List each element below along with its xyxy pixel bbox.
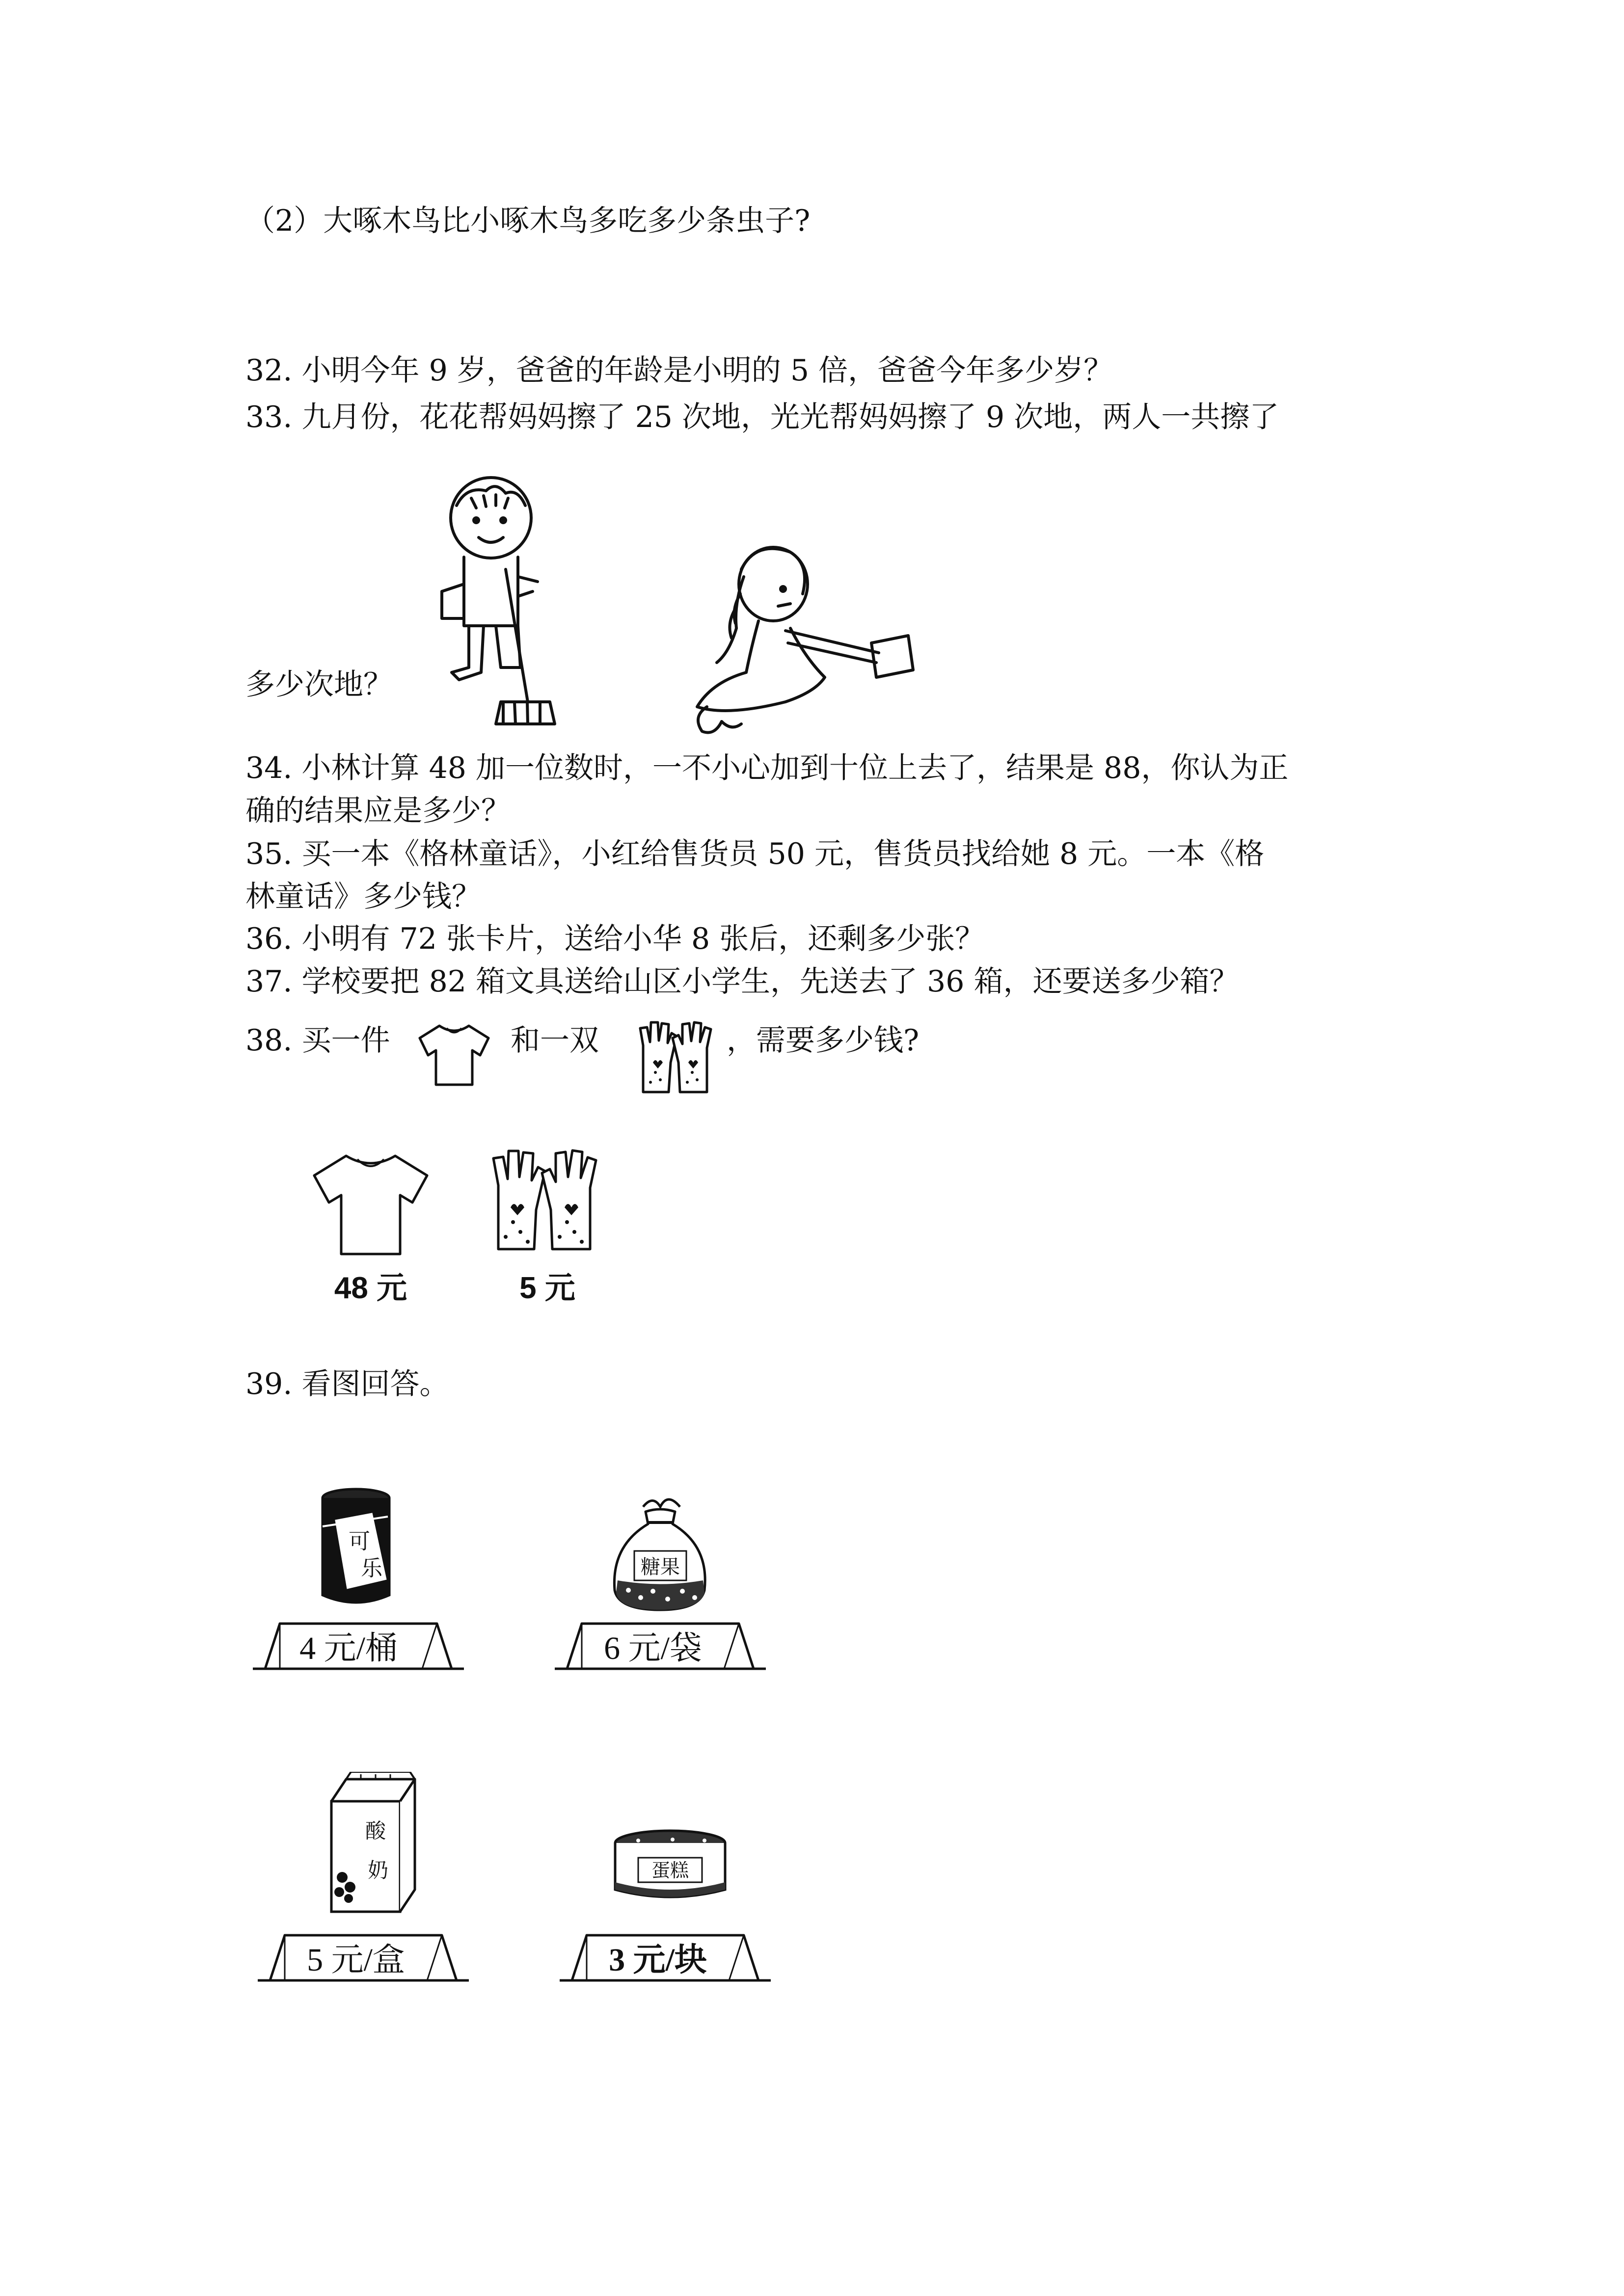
- yogurt-price-tag: [255, 1931, 471, 1985]
- gloves-price-illustration: [486, 1144, 614, 1310]
- q39-title: 39. 看图回答。: [245, 1367, 449, 1401]
- gloves-inline-icon: [633, 1018, 717, 1097]
- candy-price: 6 元/袋: [604, 1630, 702, 1666]
- shirt-price-illustration: [309, 1148, 432, 1310]
- girl-wiping-illustration: [677, 530, 923, 741]
- candy-label: 糖果: [641, 1556, 680, 1578]
- q32: 32. 小明今年 9 岁，爸爸的年龄是小明的 5 倍，爸爸今年多少岁？: [245, 353, 1113, 388]
- yogurt-box-illustration: [322, 1772, 425, 1914]
- candy-bag-illustration: [604, 1487, 717, 1615]
- q33-line1: 33. 九月份，花花帮妈妈擦了 25 次地，光光帮妈妈擦了 9 次地，两人一共擦了: [245, 400, 1279, 434]
- cola-can-illustration: [314, 1487, 398, 1610]
- yogurt-label-top: 酸: [365, 1819, 386, 1843]
- cola-price: 4 元/桶: [299, 1630, 398, 1666]
- yogurt-price: 5 元/盒: [307, 1942, 405, 1978]
- yogurt-label-bottom: 奶: [367, 1858, 389, 1882]
- boy-mopping-illustration: [422, 471, 565, 746]
- shirt-inline-icon: [417, 1021, 491, 1090]
- q38-suffix: ，需要多少钱?: [727, 1023, 920, 1058]
- cola-label-bottom: 乐: [361, 1556, 382, 1581]
- cake-price-tag: [557, 1931, 773, 1985]
- cola-price-tag: [250, 1620, 466, 1674]
- q35-line1: 35. 买一本《格林童话》，小红给售货员 50 元，售货员找给她 8 元。一本《格: [245, 837, 1265, 871]
- q31-part2: （2）大啄木鸟比小啄木鸟多吃多少条虫子?: [245, 204, 811, 238]
- q38-middle: 和一双: [511, 1023, 599, 1058]
- q34-line2: 确的结果应是多少？: [245, 794, 511, 828]
- q38-prefix: 38. 买一件: [245, 1023, 390, 1058]
- q34-line1: 34. 小林计算 48 加一位数时，一不小心加到十位上去了，结果是 88，你认为正: [245, 751, 1289, 785]
- q36: 36. 小明有 72 张卡片，送给小华 8 张后，还剩多少张？: [245, 922, 985, 956]
- candy-price-tag: [552, 1620, 768, 1674]
- cake-illustration: [609, 1826, 731, 1904]
- shirt-price: 48 元: [334, 1271, 407, 1305]
- cake-price: 3 元/块: [609, 1942, 707, 1978]
- q33-line2: 多少次地？: [245, 667, 393, 702]
- q35-line2: 林童话》多少钱？: [245, 880, 481, 914]
- cola-label-top: 可: [349, 1529, 370, 1554]
- cake-label: 蛋糕: [651, 1860, 689, 1881]
- gloves-price: 5 元: [519, 1271, 575, 1305]
- q37: 37. 学校要把 82 箱文具送给山区小学生，先送去了 36 箱，还要送多少箱？: [245, 964, 1239, 999]
